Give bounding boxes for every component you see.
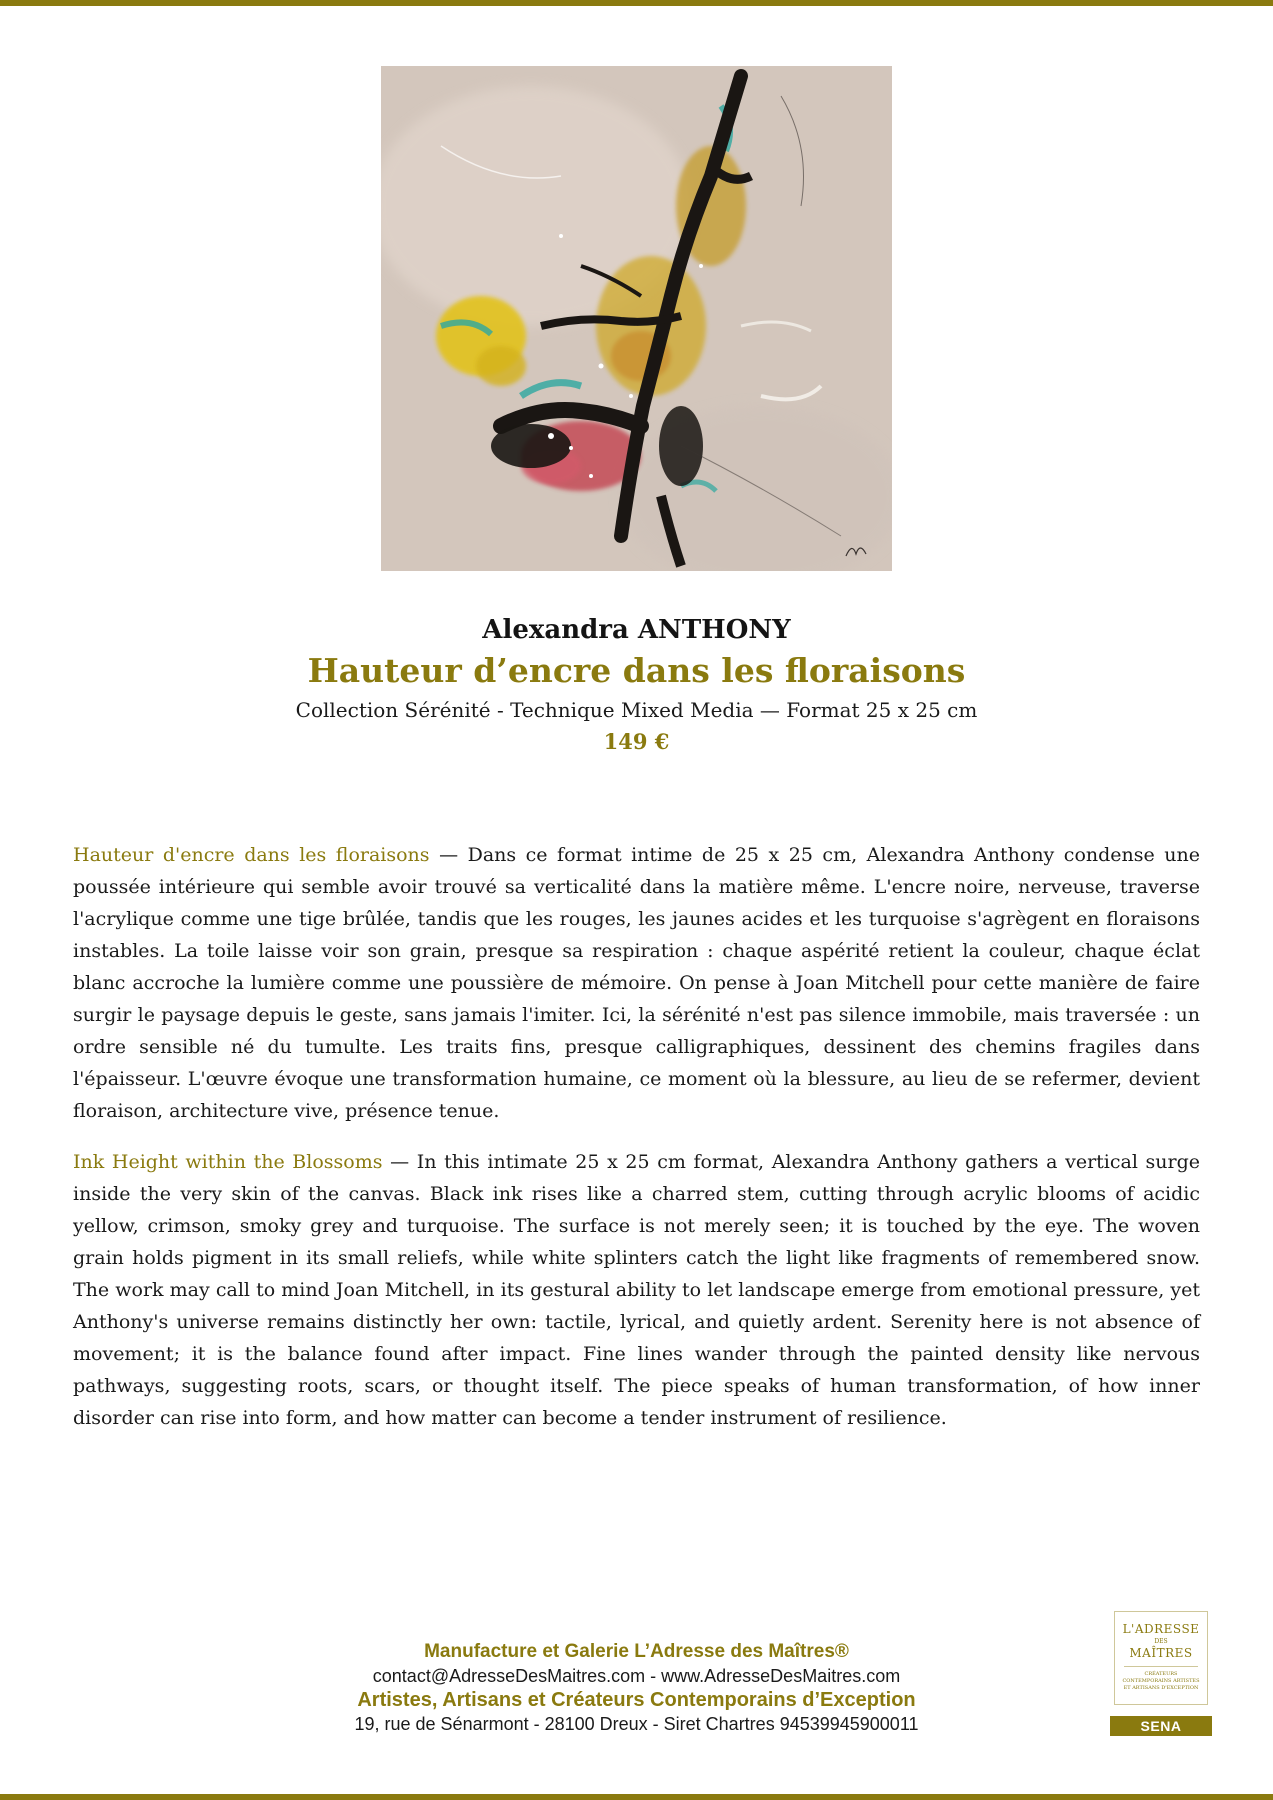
- top-accent-bar: [0, 0, 1273, 6]
- artwork-title: Hauteur d’encre dans les floraisons: [307, 651, 966, 690]
- logo-divider: [1124, 1666, 1198, 1667]
- description-french: [73, 839, 1200, 1127]
- footer-tagline: Artistes, Artisans et Créateurs Contemporains d’Exception: [357, 1689, 916, 1711]
- bottom-accent-bar: [0, 1794, 1273, 1800]
- logo-line-1: L'ADRESSE: [1122, 1622, 1200, 1636]
- artwork-image: [381, 66, 892, 571]
- footer: [0, 1640, 1273, 1736]
- logo-line-3: MAÎTRES: [1129, 1646, 1193, 1660]
- artwork-meta: Collection Sérénité - Technique Mixed Media — Format 25 x 25 cm: [295, 698, 978, 722]
- footer-gallery-name: Manufacture et Galerie L’Adresse des Maîtres®: [424, 1641, 849, 1662]
- gallery-logo: [1114, 1611, 1208, 1705]
- description-english-body: — In this intimate 25 x 25 cm format, Alexandra Anthony gathers a vertical surge inside the very skin of the canvas. Black ink rises like a charred stem, cutting through acrylic blooms of acidic yellow, crimson, smoky grey and turquoise. The surface is not merely seen; it is touched by the eye. The woven grain holds pigment in its small reliefs, while white splinters catch the light like fragments of remembered snow. The work may call to mind Joan Mitchell, in its gestural ability to let landscape emerge from emotional pressure, yet Anthony's universe remains distinctly her own: tactile, lyrical, and quietly ardent. Serenity here is not absence of movement; it is the balance found after impact. Fine lines wander through the painted density like nervous pathways, suggesting roots, scars, or thought itself. The piece speaks of human transformation, of how inner disorder can rise into form, and how matter can become a tender instrument of resilience.: [73, 1151, 1201, 1429]
- artist-name: Alexandra ANTHONY: [482, 615, 791, 645]
- artwork-header: [0, 612, 1273, 758]
- logo-line-4: CRÉATEURS CONTEMPORAINS ARTISTES ET ARTISANS D'EXCEPTION: [1122, 1671, 1200, 1691]
- description-english: [73, 1146, 1200, 1434]
- logo-line-2: DES: [1154, 1638, 1168, 1645]
- sena-badge: SENA: [1110, 1716, 1212, 1736]
- footer-contact: contact@AdresseDesMaitres.com - www.AdresseDesMaitres.com: [372, 1666, 901, 1686]
- footer-address: 19, rue de Sénarmont - 28100 Dreux - Siret Chartres 94539945900011: [354, 1714, 919, 1734]
- description-french-body: — Dans ce format intime de 25 x 25 cm, Alexandra Anthony condense une poussée intérieure qui semble avoir trouvé sa verticalité dans la matière même. L'encre noire, nerveuse, traverse l'acrylique comme une tige brûlée, tandis que les rouges, les jaunes acides et les turquoise s'agrègent en floraisons instables. La toile laisse voir son grain, presque sa respiration : chaque aspérité retient la couleur, chaque éclat blanc accroche la lumière comme une poussière de mémoire. On pense à Joan Mitchell pour cette manière de faire surgir le paysage depuis le geste, sans jamais l'imiter. Ici, la sérénité n'est pas silence immobile, mais traversée : un ordre sensible né du tumulte. Les traits fins, presque calligraphiques, dessinent des chemins fragiles dans l'épaisseur. L'œuvre évoque une transformation humaine, ce moment où la blessure, au lieu de se refermer, devient floraison, architecture vive, présence tenue.: [73, 844, 1200, 1122]
- description-english-lead: Ink Height within the Blossoms: [73, 1151, 383, 1173]
- description-french-lead: Hauteur d'encre dans les floraisons: [73, 844, 430, 866]
- artwork-price: 149 €: [603, 729, 670, 754]
